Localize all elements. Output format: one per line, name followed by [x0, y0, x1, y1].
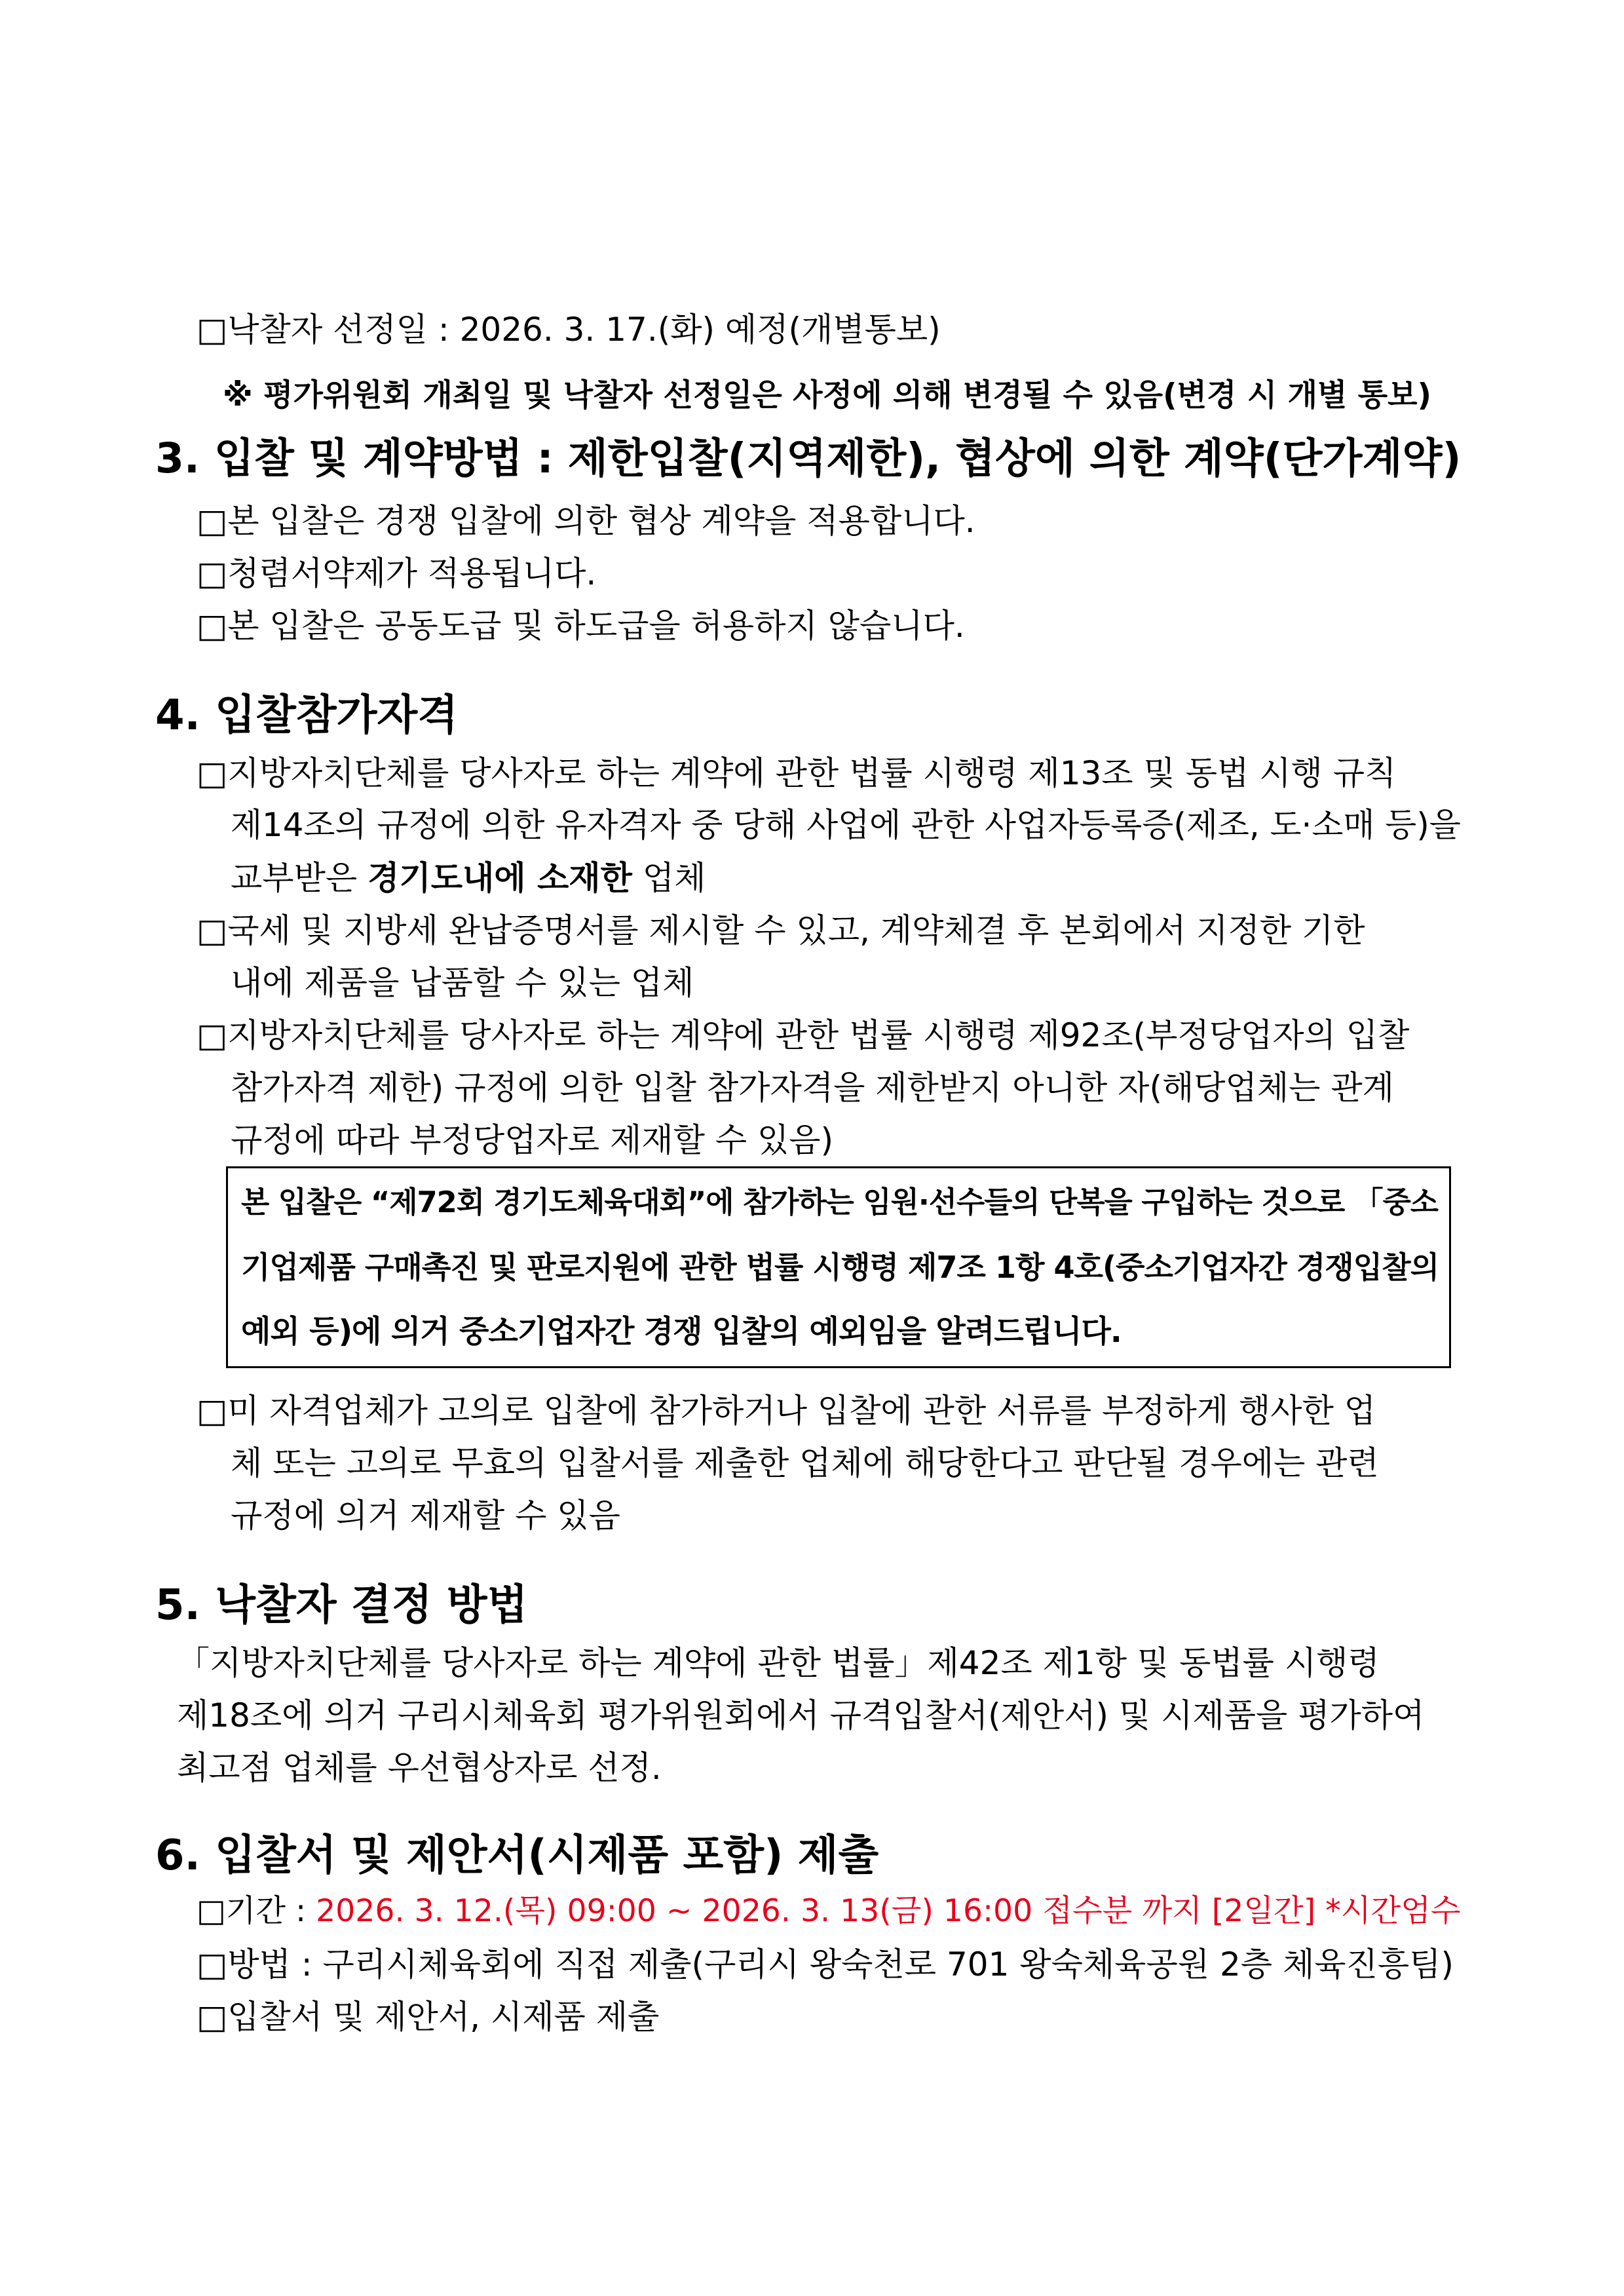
schedule-change-note: ※ 평가위원회 개최일 및 낙찰자 선정일은 사정에 의해 변경될 수 있음(변경 시 개별 통보)	[223, 377, 1432, 413]
notice-box-line2: 기업제품 구매촉진 및 판로지원에 관한 법률 시행령 제7조 1항 4호(중소기업자간 경쟁입찰의	[241, 1250, 1439, 1285]
notice-box-line1: 본 입찰은 “제72회 경기도체육대회”에 참가하는 임원·선수들의 단복을 구입하는 것으로 「중소	[241, 1185, 1438, 1219]
sec4-item1-line3	[231, 859, 706, 897]
sec4-item3-line2: 참가자격 제한) 규정에 의한 입찰 참가자격을 제한받지 아니한 자(해당업체는 관계	[231, 1069, 1394, 1107]
submission-period	[197, 1893, 1461, 1929]
sec4-item3-line1: □지방자치단체를 당사자로 하는 계약에 관한 법률 시행령 제92조(부정당업자의 입찰	[197, 1016, 1410, 1054]
sec5-line1: 「지방자치단체를 당사자로 하는 계약에 관한 법률」제42조 제1항 및 동법률 시행령	[177, 1644, 1380, 1682]
sec4-item2-line2: 내에 제품을 납품할 수 있는 업체	[231, 964, 694, 1002]
sec3-item-3: □본 입찰은 공동도급 및 하도급을 허용하지 않습니다.	[197, 607, 965, 645]
sec4-item4-line2: 체 또는 고의로 무효의 입찰서를 제출한 업체에 해당한다고 판단될 경우에는 관련	[231, 1444, 1379, 1482]
sec3-item-1: □본 입찰은 경쟁 입찰에 의한 협상 계약을 적용합니다.	[197, 502, 975, 540]
period-label: □기간 :	[197, 1893, 316, 1929]
sec4-item1-line2: 제14조의 규정에 의한 유자격자 중 당해 사업에 관한 사업자등록증(제조, 도·소매 등)을	[231, 806, 1461, 844]
section-6-title: 6. 입찰서 및 제안서(시제품 포함) 제출	[155, 1831, 879, 1880]
period-value: 2026. 3. 12.(목) 09:00 ~ 2026. 3. 13(금) 16:00 접수분 까지 [2일간] *시간엄수	[316, 1893, 1461, 1929]
sec4-item2-line1: □국세 및 지방세 완납증명서를 제시할 수 있고, 계약체결 후 본회에서 지정한 기한	[197, 911, 1365, 949]
section-3-title: 3. 입찰 및 계약방법 : 제한입찰(지역제한), 협상에 의한 계약(단가계약)	[155, 434, 1462, 482]
winner-selection-date: □낙찰자 선정일 : 2026. 3. 17.(화) 예정(개별통보)	[197, 311, 941, 349]
sec4-item3-line3: 규정에 따라 부정당업자로 제재할 수 있음)	[231, 1121, 834, 1159]
sec4-item4-line1: □미 자격업체가 고의로 입찰에 참가하거나 입찰에 관한 서류를 부정하게 행사한 업	[197, 1392, 1376, 1430]
sec4-item4-line3: 규정에 의거 제재할 수 있음	[231, 1497, 620, 1535]
notice-box-line3: 예외 등)에 의거 중소기업자간 경쟁 입찰의 예외임을 알려드립니다.	[241, 1314, 1122, 1350]
submission-method: □방법 : 구리시체육회에 직접 제출(구리시 왕숙천로 701 왕숙체육공원 2층 체육진흥팀)	[197, 1945, 1454, 1983]
sec5-line3: 최고점 업체를 우선협상자로 선정.	[177, 1749, 662, 1787]
sec3-item-2: □청렴서약제가 적용됩니다.	[197, 554, 597, 592]
sec4-item1-line1: □지방자치단체를 당사자로 하는 계약에 관한 법률 시행령 제13조 및 동법 시행 규칙	[197, 754, 1397, 792]
sme-exception-notice-box	[226, 1166, 1451, 1368]
sec5-line2: 제18조에 의거 구리시체육회 평가위원회에서 규격입찰서(제안서) 및 시제품을 평가하여	[177, 1696, 1425, 1734]
region-requirement-emphasis: 경기도내에 소재한	[368, 859, 632, 897]
section-5-title: 5. 낙찰자 결정 방법	[155, 1581, 528, 1630]
submission-items: □입찰서 및 제안서, 시제품 제출	[197, 1998, 660, 2036]
sec4-item1-line3-a: 교부받은	[231, 859, 368, 897]
sec4-item1-line3-c: 업체	[632, 859, 706, 897]
section-4-title: 4. 입찰참가자격	[155, 691, 459, 740]
